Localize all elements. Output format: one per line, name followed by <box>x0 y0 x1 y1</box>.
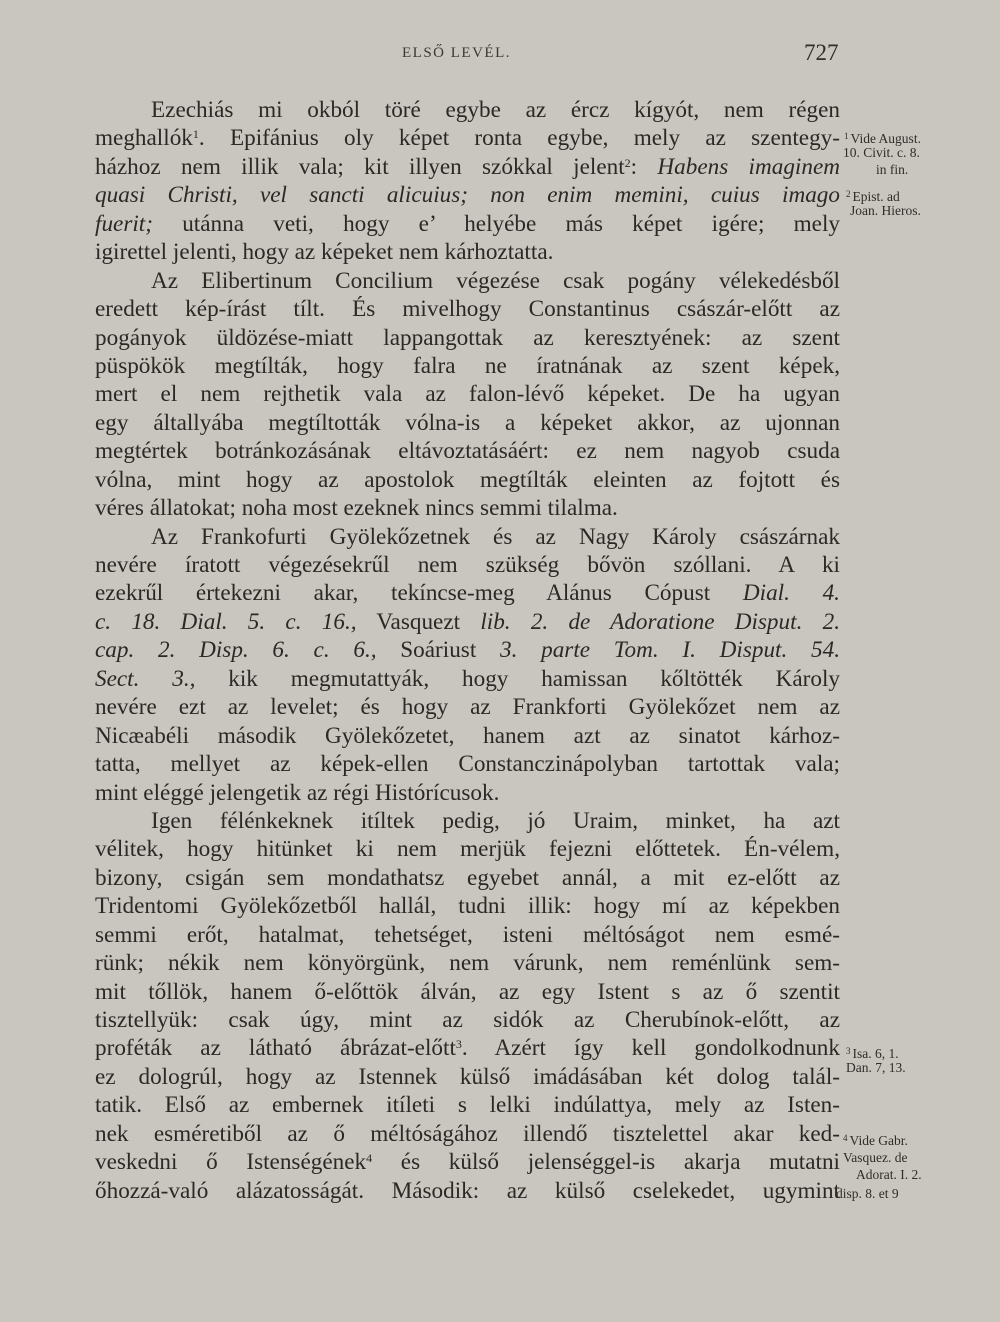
text-line: vélitek, hogy hitünket ki nem merjük fejezni előttetek. Én-vélem, <box>95 836 840 863</box>
text-line: püspökök megtílták, hogy falra ne íratnának az szent képek, <box>95 352 840 379</box>
text-line: nek esméretiből az ő méltóságához illendő tisztelettel akar ked- <box>95 1120 840 1147</box>
text-line: Az Elibertinum Concilium végezése csak pogány vélekedésből <box>151 267 840 294</box>
text-line: fuerit; utánna veti, hogy e’ helyébe más képet igére; mely <box>95 210 840 237</box>
margin-note: disp. 8. et 9 <box>836 1186 899 1201</box>
margin-note: in fin. <box>876 162 909 177</box>
text-line: Ezechiás mi okból töré egybe az ércz kígyót, nem régen <box>151 97 840 123</box>
margin-note: Vasquez. de <box>843 1150 908 1165</box>
text-line: véres állatokat; noha most ezeknek nincs semmi tilalma. <box>95 495 618 522</box>
text-line: semmi erőt, hatalmat, tehetséget, isteni méltóságot nem esmé- <box>95 921 840 948</box>
margin-note: $^2$ Epist. ad <box>846 189 900 204</box>
text-line: quasi Christi, vel sancti alicuius; non enim memini, cuius imago <box>95 182 840 209</box>
text-line: tatta, mellyet az képek-ellen Constanczinápolyban tartottak vala; <box>95 751 840 778</box>
text-line: c. 18. Dial. 5. c. 16., Vasquezt lib. 2. de Adoratione Disput. 2. <box>95 608 840 635</box>
text-line: Az Frankofurti Gyölekőzetnek és az Nagy Károly császárnak <box>151 523 840 550</box>
text-line: eredett kép-írást tílt. És mivelhogy Constantinus császár-előtt az <box>95 296 840 323</box>
text-line: Sect. 3., kik megmutattyák, hogy hamissan kőltötték Károly <box>95 665 840 692</box>
text-line: bizony, csigán sem mondathatsz egyebet annál, a mit ez-előtt az <box>95 864 840 891</box>
text-line: igirettel jelenti, hogy az képeket nem kárhoztatta. <box>95 239 554 266</box>
text-line: ez dologrúl, hogy az Istennek külső imádásában két dolog talál- <box>95 1063 840 1090</box>
text-line: vólna, mint hogy az apostolok megtílták eleinten az fojtott és <box>95 466 840 493</box>
text-line: egy általlyába megtíltották vólna-is a képeket akkor, az ujonnan <box>95 409 840 436</box>
text-line: tatik. Első az embernek itíleti s lelki indúlattya, mely az Isten- <box>95 1092 840 1119</box>
margin-note: Joan. Hieros. <box>850 203 921 218</box>
text-line: veskedni ő Istenségének$^4$ és külső jelenséggel-is akarja mutatni <box>95 1149 840 1176</box>
text-line: Nicæabéli második Gyölekőzetet, hanem azt az sinatot kárhoz- <box>95 722 840 749</box>
text-line: nevére íratott végezésekrűl nem szükség bővön szóllani. A ki <box>95 552 840 578</box>
text-line: mint eléggé jelengetik az régi Histórícusok. <box>95 779 500 806</box>
text-line: tisztellyük: csak úgy, mint az sidók az Cherubínok-előtt, az <box>95 1007 840 1033</box>
margin-note: $^1$ Vide August. <box>844 131 921 146</box>
margin-note: 10. Civit. c. 8. <box>843 145 920 160</box>
text-line: megtértek botránkozásának eltávoztatásáért: ez nem nagyob csuda <box>95 438 840 465</box>
text-line: Igen félénkeknek itíltek pedig, jó Uraim, minket, ha azt <box>151 807 840 834</box>
margin-note: Adorat. I. 2. <box>856 1167 922 1182</box>
text-line: mert el nem rejthetik vala az falon-lévő képeket. De ha ugyan <box>95 381 840 408</box>
text-line: proféták az látható ábrázat-előtt$^3$. Azért így kell gondolkodnunk <box>95 1035 840 1062</box>
text-line: mit tőllök, hanem ő-előttök álván, az egy Istent s az ő szentit <box>95 978 840 1005</box>
text-line: Tridentomi Gyölekőzetből hallál, tudni illik: hogy mí az képekben <box>95 893 840 920</box>
text-line: rünk; nékik nem könyörgünk, nem várunk, nem reménlünk sem- <box>95 950 840 977</box>
page-number: 727 <box>804 40 839 65</box>
text-line: cap. 2. Disp. 6. c. 6., Soáriust 3. parte Tom. I. Disput. 54. <box>95 637 840 664</box>
main-text-column <box>95 96 840 1205</box>
text-line: házhoz nem illik vala; kit illyen szókkal jelent$^2$: Habens imaginem <box>95 153 840 180</box>
text-line: pogányok üldözése-miatt lappangottak az keresztyének: az szent <box>95 324 840 351</box>
margin-note: $^4$ Vide Gabr. <box>843 1133 908 1148</box>
margin-note: Dan. 7, 13. <box>846 1060 906 1075</box>
margin-note: $^3$ Isa. 6, 1. <box>846 1046 899 1061</box>
text-line: ezekrűl értekezni akar, tekíncse-meg Alánus Cópust Dial. 4. <box>95 580 840 607</box>
text-line: meghallók$^1$. Epifánius oly képet ronta egybe, mely az szentegy- <box>95 125 840 152</box>
text-line: őhozzá-való alázatosságát. Második: az külső cselekedet, ugymint <box>95 1177 840 1204</box>
text-line: nevére ezt az levelet; és hogy az Frankforti Gyölekőzet nem az <box>95 694 840 721</box>
running-title: ELSŐ LEVÉL. <box>402 45 511 61</box>
